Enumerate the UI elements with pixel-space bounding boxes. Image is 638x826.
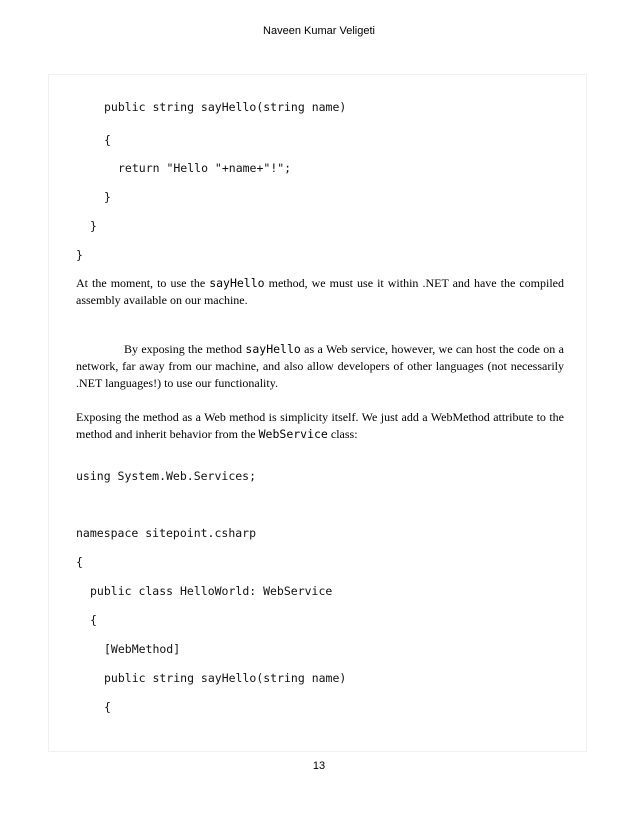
para1-inline-code: sayHello [209, 276, 265, 290]
para3-inline-code: WebService [258, 427, 328, 441]
page-header-author: Naveen Kumar Veligeti [263, 25, 375, 37]
code-line-namespace-brace: { [76, 555, 83, 569]
code-line-attribute: [WebMethod] [104, 642, 181, 656]
code-line-method-decl-2: public string sayHello(string name) [104, 671, 347, 685]
code-line-class-decl: public class HelloWorld: WebService [90, 584, 333, 598]
code-line-method-brace-2: { [104, 700, 111, 714]
code-line-close-brace-class: } [90, 219, 97, 233]
code-line-return: return "Hello "+name+"!"; [118, 161, 292, 175]
paragraph-at-the-moment [76, 275, 564, 309]
para2-inline-code: sayHello [245, 342, 301, 356]
para3-text-after: class: [327, 427, 358, 441]
page-number: 13 [312, 760, 326, 772]
code-line-close-brace-method: } [104, 190, 111, 204]
paragraph-by-exposing [76, 341, 564, 392]
code-line-close-brace-namespace: } [76, 248, 83, 262]
code-line-method-decl: public string sayHello(string name) [104, 100, 347, 114]
paragraph-exposing-method [76, 409, 564, 443]
para1-text-before: At the moment, to use the [76, 276, 210, 290]
code-line-class-brace: { [90, 613, 97, 627]
code-line-open-brace: { [104, 133, 111, 147]
para1-text-after: method, we must use it within .NET and have the compiled assembly available on our machine. [76, 276, 565, 307]
para2-text-after: as a Web service, however, we can host the code on a network, far away from our machine, and also allow developers of other languages (not necessarily .NET languages!) to use our functionality. [76, 342, 564, 390]
code-line-using: using System.Web.Services; [76, 469, 257, 483]
code-line-namespace: namespace sitepoint.csharp [76, 526, 257, 540]
para2-text-before: By exposing the method [124, 342, 246, 356]
para3-text-before: Exposing the method as a Web method is simplicity itself. We just add a WebMethod attribute to the method and inherit behavior from the [76, 410, 564, 441]
